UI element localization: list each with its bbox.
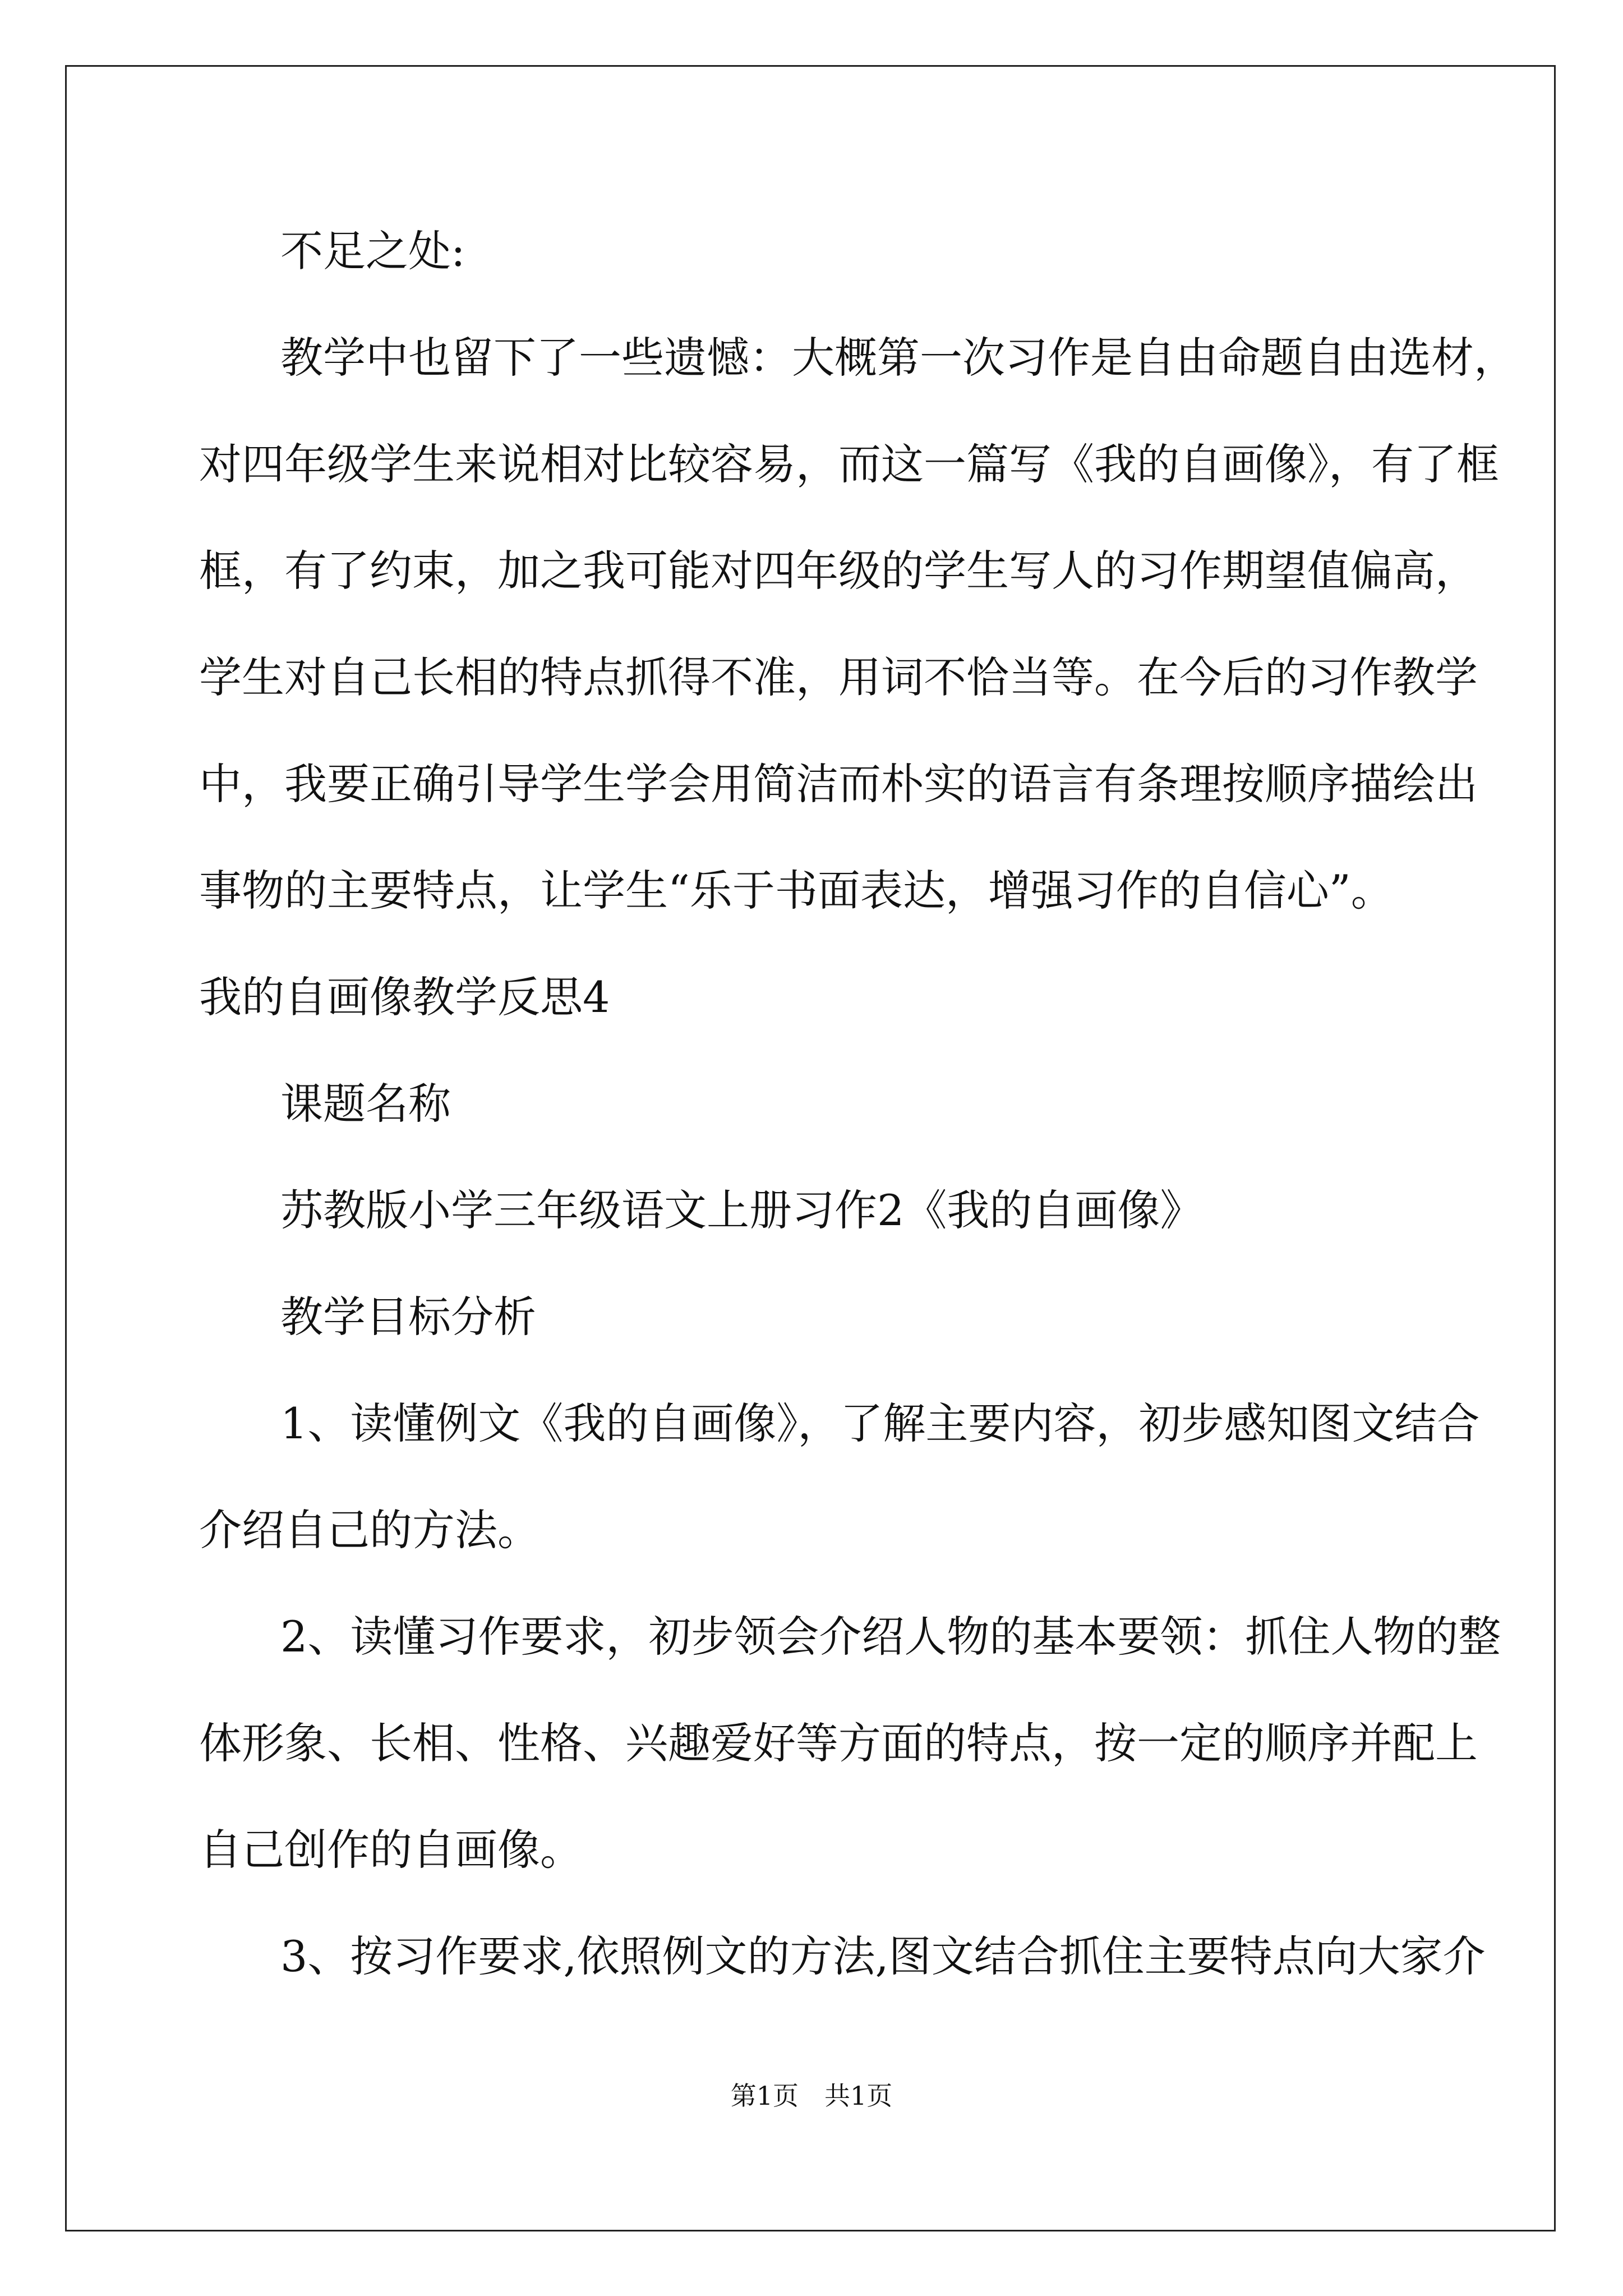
body-line-3: 对四年级学生来说相对比较容易，而这一篇写《我的自画像》，有了框: [199, 439, 1499, 489]
goal-2-line-2: 体形象、长相、性格、兴趣爱好等方面的特点，按一定的顺序并配上: [199, 1718, 1478, 1768]
body-line-1: 不足之处:: [280, 226, 465, 276]
page-number-footer: 第1页 共1页: [730, 2081, 893, 2111]
goal-2-line-3: 自己创作的自画像。: [199, 1825, 583, 1875]
body-line-6: 中，我要正确引导学生学会用简洁而朴实的语言有条理按顺序描绘出: [199, 759, 1478, 809]
body-line-4: 框，有了约束，加之我可能对四年级的学生写人的习作期望值偏高，: [199, 546, 1478, 596]
page-border: [65, 65, 1556, 2231]
body-line-2: 教学中也留下了一些遗憾：大概第一次习作是自由命题自由选材，: [280, 333, 1516, 383]
goal-3-line-1: 3、按习作要求,依照例文的方法,图文结合抓住主要特点向大家介: [280, 1931, 1486, 1981]
topic-label: 课题名称: [280, 1079, 451, 1129]
body-line-5: 学生对自己长相的特点抓得不准，用词不恰当等。在今后的习作教学: [199, 652, 1478, 702]
goals-label: 教学目标分析: [280, 1292, 536, 1342]
goal-2-line-1: 2、读懂习作要求，初步领会介绍人物的基本要领：抓住人物的整: [280, 1612, 1501, 1662]
goal-1-line-2: 介绍自己的方法。: [199, 1505, 540, 1555]
goal-1-line-1: 1、读懂例文《我的自画像》，了解主要内容，初步感知图文结合: [280, 1398, 1480, 1448]
section-title: 我的自画像教学反思4: [199, 972, 610, 1022]
topic-value: 苏教版小学三年级语文上册习作2《我的自画像》: [280, 1185, 1203, 1235]
body-line-7: 事物的主要特点，让学生“乐于书面表达，增强习作的自信心”。: [199, 866, 1394, 915]
